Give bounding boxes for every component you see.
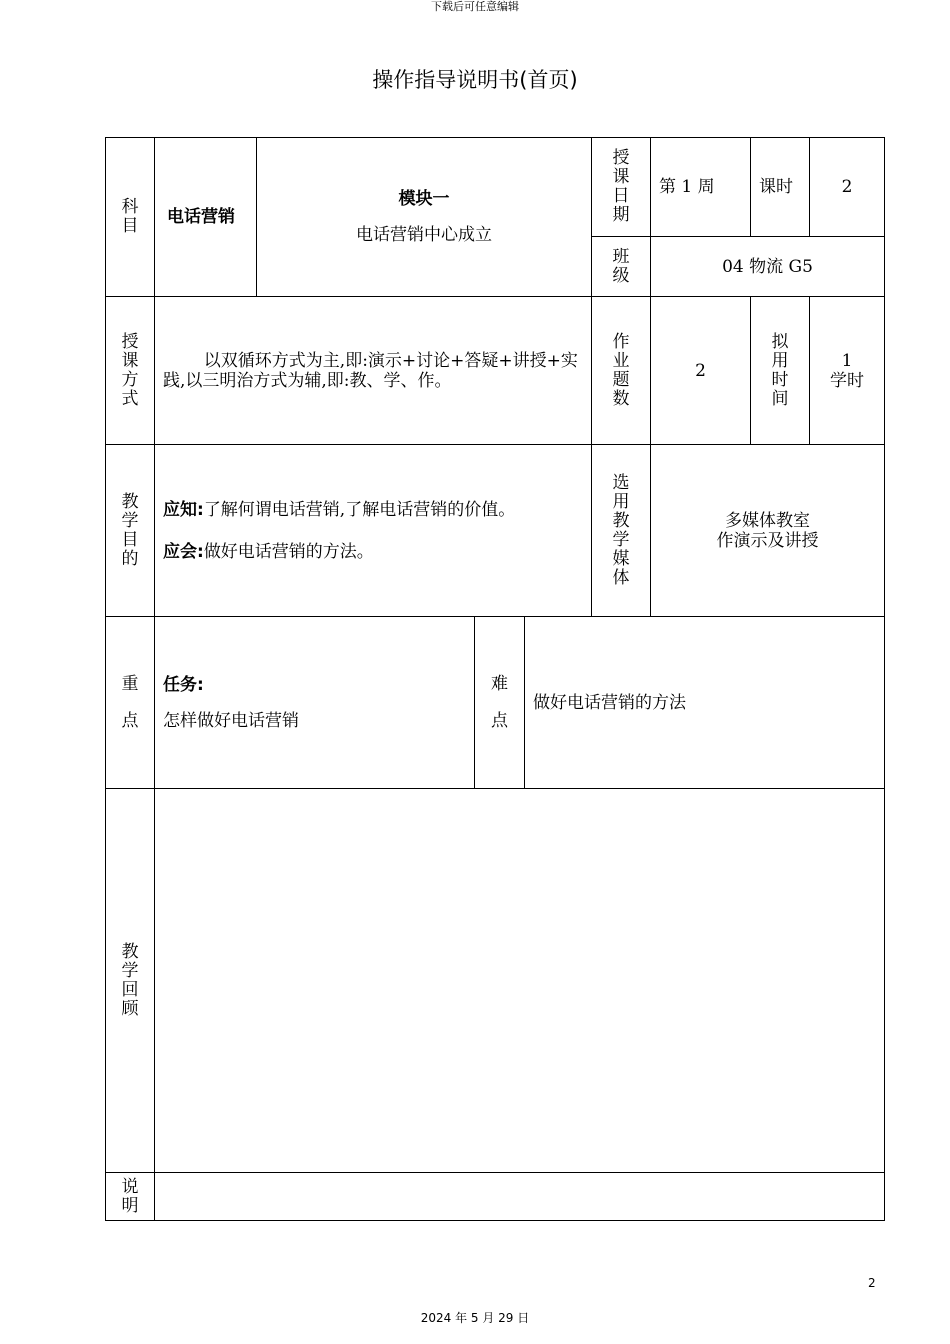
media-label-cell bbox=[592, 445, 651, 617]
planned-time-number: 1 bbox=[841, 350, 853, 371]
key-task-label: 任务: bbox=[163, 674, 204, 695]
planned-time-value bbox=[810, 297, 885, 445]
media-line-2: 作演示及讲授 bbox=[716, 530, 819, 551]
goal-can-text: 做好电话营销的方法。 bbox=[203, 541, 374, 562]
footer-date: 2024 年 5 月 29 日 bbox=[420, 1311, 530, 1325]
class-label: 班级 bbox=[612, 246, 630, 286]
hours-label: 课时 bbox=[751, 138, 810, 237]
homework-label-cell bbox=[592, 297, 651, 445]
method-label-cell bbox=[106, 297, 155, 445]
media-line-1: 多媒体教室 bbox=[725, 510, 811, 531]
method-value: 以双循环方式为主,即:演示+讨论+答疑+讲授+实践,以三明治方式为辅,即:教、学、作。 bbox=[155, 297, 592, 445]
homework-label: 作业题数 bbox=[612, 331, 630, 409]
homework-value: 2 bbox=[651, 297, 751, 445]
planned-time-label: 拟用时间 bbox=[771, 331, 789, 409]
document-title: 操作指导说明书(首页) bbox=[372, 68, 578, 92]
module-cell bbox=[257, 138, 592, 297]
goal-can-label: 应会: bbox=[163, 541, 204, 562]
key-label: 重点 bbox=[121, 673, 139, 731]
key-label-cell bbox=[106, 617, 155, 789]
key-task-text: 怎样做好电话营销 bbox=[163, 710, 299, 731]
note-label: 说明 bbox=[121, 1176, 139, 1216]
goal-know-text: 了解何谓电话营销,了解电话营销的价值。 bbox=[203, 499, 516, 520]
goal-can-line bbox=[163, 542, 583, 562]
note-label-cell bbox=[106, 1173, 155, 1221]
planned-time-label-cell bbox=[751, 297, 810, 445]
subject-label-cell bbox=[106, 138, 155, 297]
goal-label-cell bbox=[106, 445, 155, 617]
goal-label: 教学目的 bbox=[121, 491, 139, 569]
planned-time-unit: 学时 bbox=[830, 370, 865, 391]
goal-know-line bbox=[163, 500, 583, 520]
class-label-cell bbox=[592, 237, 651, 297]
date-label-cell bbox=[592, 138, 651, 237]
media-label: 选用教学媒体 bbox=[612, 472, 630, 588]
page-number: 2 bbox=[868, 1276, 876, 1290]
method-label: 授课方式 bbox=[121, 331, 139, 409]
goal-cell bbox=[155, 445, 592, 617]
review-content bbox=[155, 789, 885, 1173]
review-label: 教学回顾 bbox=[121, 941, 139, 1019]
key-cell bbox=[155, 617, 475, 789]
difficulty-label-cell bbox=[475, 617, 525, 789]
date-value: 第 1 周 bbox=[651, 138, 751, 237]
header-note: 下载后可任意编辑 bbox=[431, 0, 519, 13]
media-cell bbox=[651, 445, 885, 617]
note-content bbox=[155, 1173, 885, 1221]
difficulty-text: 做好电话营销的方法 bbox=[525, 617, 885, 789]
module-title: 模块一 bbox=[398, 189, 450, 209]
hours-value: 2 bbox=[810, 138, 885, 237]
subject-value: 电话营销 bbox=[155, 138, 257, 297]
review-label-cell bbox=[106, 789, 155, 1173]
module-subtitle: 电话营销中心成立 bbox=[356, 225, 493, 245]
lesson-plan-table bbox=[105, 137, 885, 1221]
class-value: 04 物流 G5 bbox=[651, 237, 885, 297]
date-label: 授课日期 bbox=[612, 148, 630, 225]
subject-label: 科目 bbox=[121, 197, 139, 236]
difficulty-label: 难点 bbox=[491, 673, 508, 731]
goal-know-label: 应知: bbox=[163, 499, 204, 520]
